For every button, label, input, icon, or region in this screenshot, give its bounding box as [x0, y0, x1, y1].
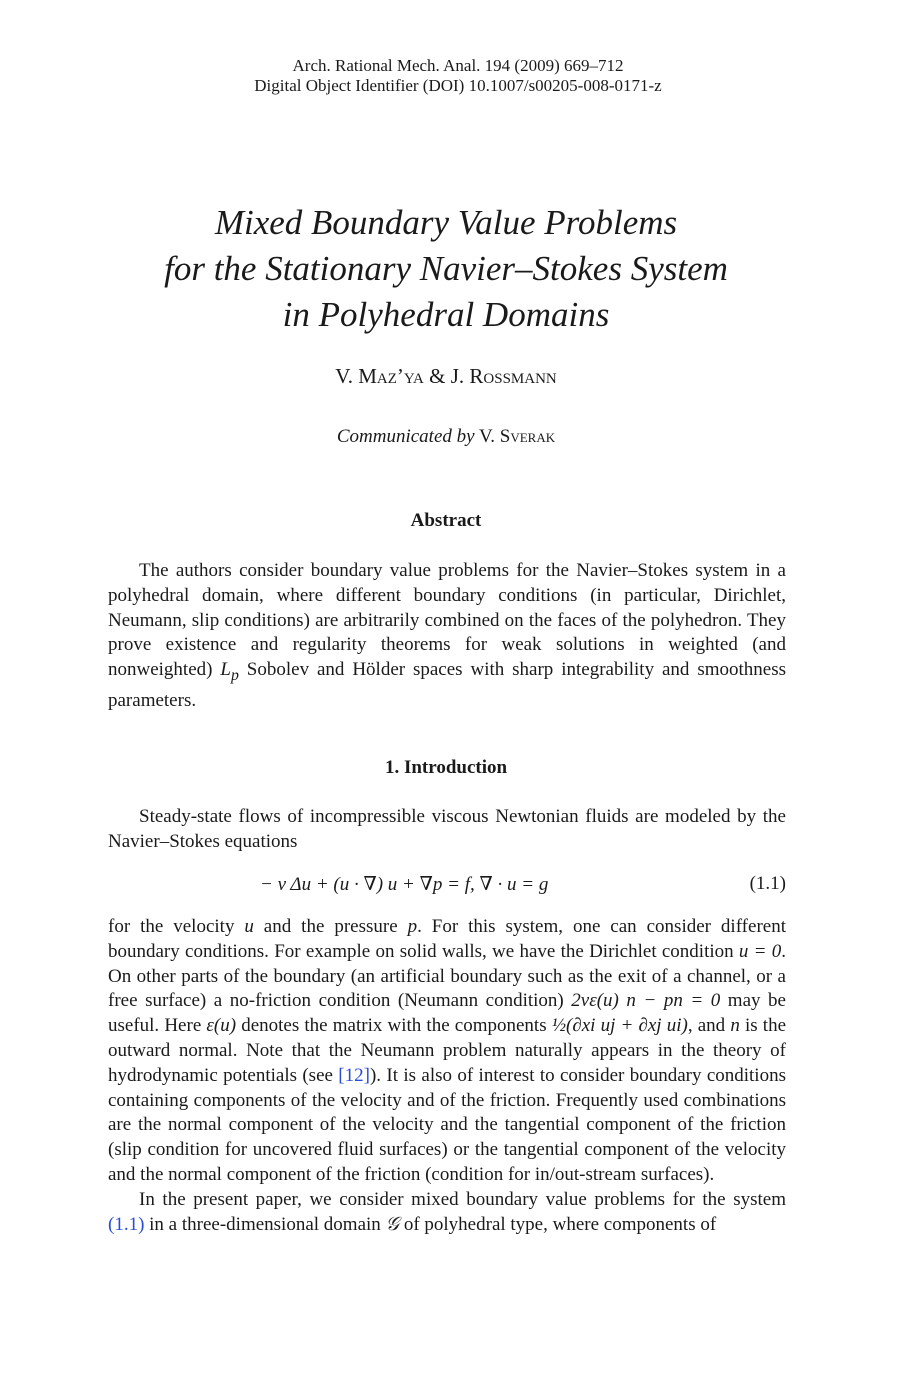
intro-paragraph-2: [108, 915, 786, 1188]
lp-subscript: p: [230, 666, 239, 684]
equation-number: (1.1): [749, 873, 786, 894]
p2-text-e: may be useful. Here: [108, 990, 786, 1037]
journal-header: [0, 56, 916, 96]
author-separator: &: [423, 364, 451, 388]
matrix-components: ½(∂xi uj + ∂xj ui): [551, 1015, 688, 1037]
doi-line: Digital Object Identifier (DOI) 10.1007/s00205-008-0171-z: [254, 76, 662, 95]
abstract-text-1: The authors consider boundary value problems for the Navier–Stokes system in a polyhedral domain, where different boundary conditions (in particular, Dirichlet, Neumann, slip conditions) are arbitrarily combined on the faces of the polyhedron. They prove existence and regularity theorems for weak solutions in weighted (and nonweighted): [108, 560, 786, 681]
communicated-by: [0, 426, 892, 448]
communicator-initial: V.: [474, 426, 500, 447]
title-line-3: in Polyhedral Domains: [282, 295, 610, 334]
author-2-initial: J.: [450, 364, 470, 388]
lp-symbol: L: [220, 659, 231, 681]
communicator-name: Sverak: [499, 426, 556, 447]
dirichlet-condition: u = 0: [738, 940, 782, 962]
author-2-name: Rossmann: [469, 364, 557, 388]
var-p: p: [407, 916, 418, 937]
communicated-label: Communicated by: [336, 426, 475, 447]
p2-text-a: for the velocity: [108, 916, 245, 937]
epsilon-u: ε(u): [206, 1015, 237, 1037]
p2-text-i: ). It is also of interest to consider boundary conditions containing components of the velocity and of the friction. Frequently used combinations are the normal component of the velocity and the tangential component of the friction (slip condition for uncovered fluid surfaces) or the tangential component of the velocity and the normal component of the friction (condition for in/out-stream surfaces).: [108, 1064, 786, 1185]
neumann-condition: 2νε(u) n − pn = 0: [571, 990, 721, 1012]
title-line-2: for the Stationary Navier–Stokes System: [164, 249, 728, 288]
abstract-heading: Abstract: [410, 510, 482, 531]
equation-body: − ν Δu + (u · ∇) u + ∇p = f, ∇ · u = g: [260, 874, 549, 895]
p2-text-h: is the outward normal. Note that the Neumann problem naturally appears in the theory of hydrodynamic potentials (see: [108, 1015, 787, 1086]
author-1-initial: V.: [335, 364, 359, 388]
var-n: n: [730, 1015, 740, 1037]
journal-citation: Arch. Rational Mech. Anal. 194 (2009) 669–712: [292, 56, 624, 75]
p3-text-c: of polyhedral type, where components of: [399, 1213, 717, 1235]
p2-text-c: . For this system, one can consider different boundary conditions. For example on solid walls, we have the Dirichlet condition: [108, 916, 786, 962]
abstract-body: [108, 559, 786, 714]
p3-text-a: In the present paper, we consider mixed boundary value problems for the system: [139, 1188, 786, 1210]
abstract-text-2: Sobolev and Hölder spaces with sharp integrability and smoothness parameters.: [108, 659, 786, 711]
p2-text-f: denotes the matrix with the components: [236, 1015, 552, 1037]
equation-1-1: [108, 873, 786, 899]
var-u: u: [244, 916, 254, 937]
equation-link-1-1[interactable]: (1.1): [108, 1213, 145, 1235]
paper-title: [0, 200, 892, 338]
intro-paragraph-3: [108, 1188, 786, 1238]
p2-text-g: , and: [687, 1015, 731, 1037]
intro-paragraph-1: [108, 805, 786, 855]
author-1-name: Maz’ya: [358, 364, 424, 388]
p2-text-b: and the pressure: [253, 916, 408, 937]
intro-para1-text: Steady-state flows of incompressible viscous Newtonian fluids are modeled by the Navier–Stokes equations: [108, 806, 786, 852]
var-domain-G: 𝒢: [385, 1213, 400, 1235]
section-heading-introduction: 1. Introduction: [384, 757, 508, 778]
intro-body: [108, 915, 786, 1237]
author-list: [0, 364, 892, 389]
p3-text-b: in a three-dimensional domain: [144, 1213, 386, 1235]
p2-text-d: . On other parts of the boundary (an artificial boundary such as the exit of a channel, or a free surface) a no-friction condition (Neumann condition): [108, 940, 786, 1012]
citation-link-12[interactable]: [12]: [338, 1064, 370, 1086]
title-line-1: Mixed Boundary Value Problems: [214, 203, 678, 242]
